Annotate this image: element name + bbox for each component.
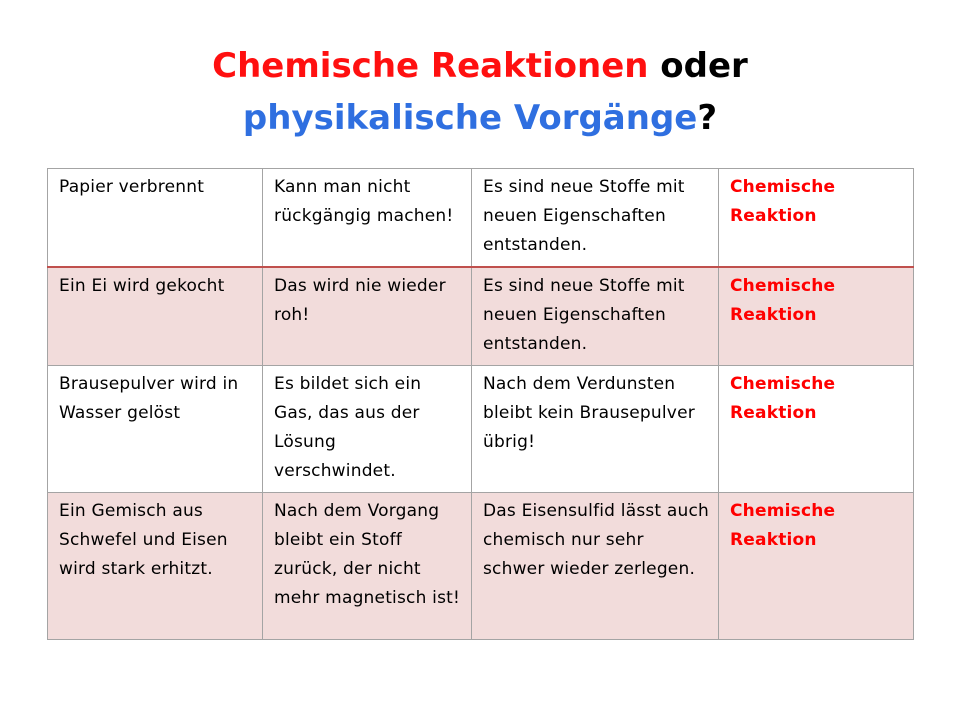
comparison-table [47, 168, 914, 640]
title-question-mark: ? [697, 98, 718, 138]
table-row [48, 366, 914, 493]
verdict-cell: Chemische Reaktion [719, 493, 914, 640]
slide-title [0, 40, 960, 144]
reason-cell: Es sind neue Stoffe mit neuen Eigenschaften entstanden. [472, 169, 719, 268]
observation-cell: Das wird nie wieder roh! [263, 267, 472, 366]
process-cell: Ein Gemisch aus Schwefel und Eisen wird stark erhitzt. [48, 493, 263, 640]
reason-cell: Das Eisensulfid lässt auch chemisch nur sehr schwer wieder zerlegen. [472, 493, 719, 640]
title-physical-processes: physikalische Vorgänge [242, 98, 698, 138]
verdict-cell: Chemische Reaktion [719, 169, 914, 268]
process-cell: Papier verbrennt [48, 169, 263, 268]
title-chemical-reactions: Chemische Reaktionen [212, 46, 649, 86]
table-row [48, 267, 914, 366]
title-line-1 [0, 40, 960, 92]
observation-cell: Kann man nicht rückgängig machen! [263, 169, 472, 268]
title-or: oder [648, 46, 748, 86]
title-line-2 [0, 92, 960, 144]
table-row [48, 493, 914, 640]
verdict-cell: Chemische Reaktion [719, 267, 914, 366]
reason-cell: Nach dem Verdunsten bleibt kein Brausepulver übrig! [472, 366, 719, 493]
table-row [48, 169, 914, 268]
observation-cell: Nach dem Vorgang bleibt ein Stoff zurück, der nicht mehr magnetisch ist! [263, 493, 472, 640]
verdict-cell: Chemische Reaktion [719, 366, 914, 493]
reason-cell: Es sind neue Stoffe mit neuen Eigenschaften entstanden. [472, 267, 719, 366]
observation-cell: Es bildet sich ein Gas, das aus der Lösung verschwindet. [263, 366, 472, 493]
process-cell: Brausepulver wird in Wasser gelöst [48, 366, 263, 493]
process-cell: Ein Ei wird gekocht [48, 267, 263, 366]
